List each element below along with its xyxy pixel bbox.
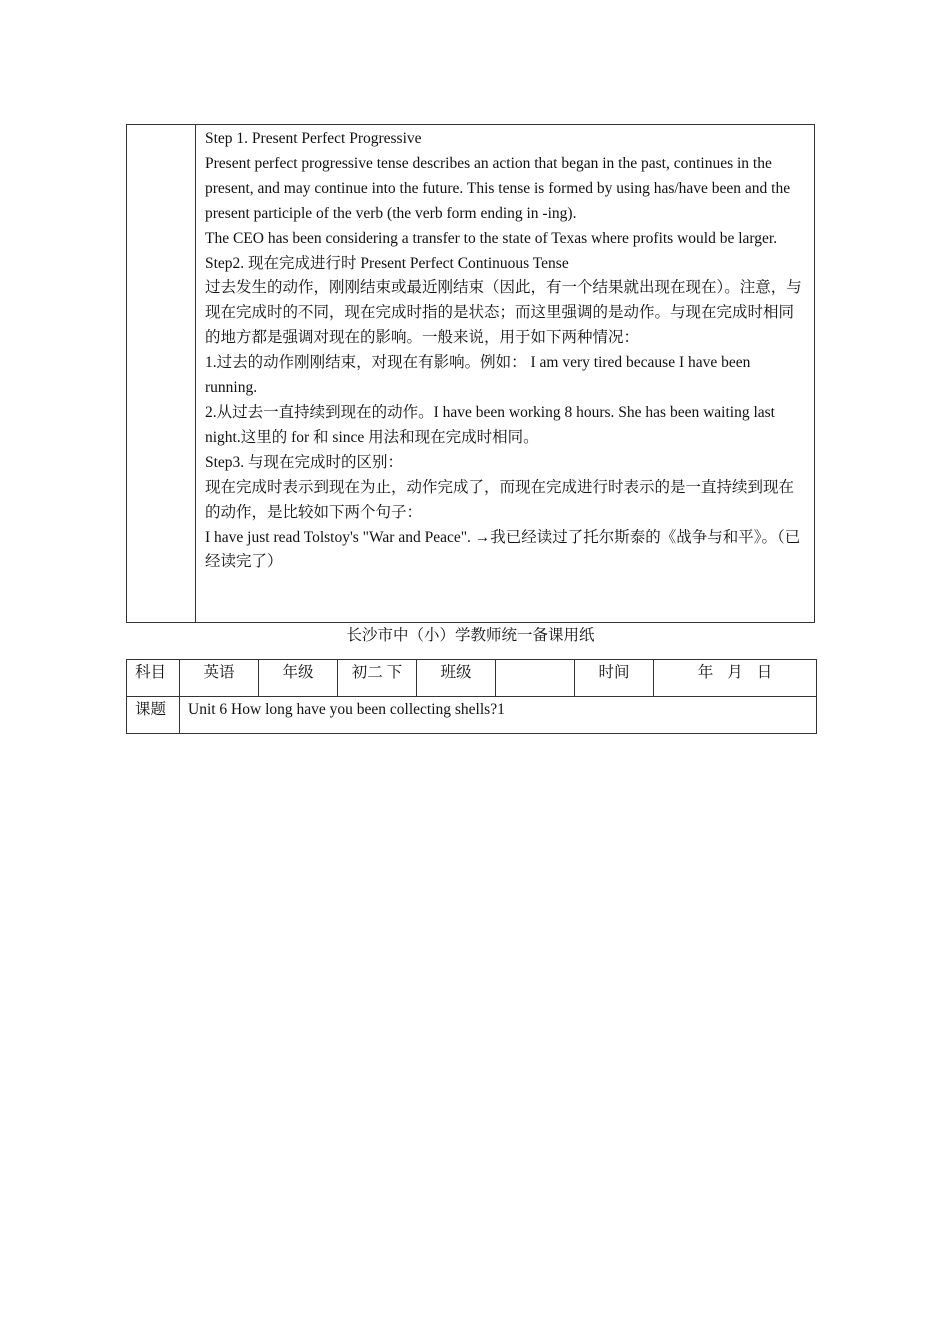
date-year: 年	[697, 664, 714, 681]
topic-row	[127, 697, 817, 734]
lesson-left-column	[127, 125, 196, 622]
step1-example: The CEO has been considering a transfer to the state of Texas where profits would be larger.	[205, 229, 778, 247]
date-month: 月	[727, 664, 743, 681]
step2-explanation: 过去发生的动作，刚刚结束或最近刚结束（因此，有一个结果就出现在现在）。注意，与现在完成时的不同，现在完成时指的是状态；而这里强调的是动作。与现在完成时相同的地方都是强调对现在的影响。一般来说，用于如下两种情况：	[205, 279, 802, 347]
step3-explanation: 现在完成时表示到现在为止，动作完成了，而现在完成进行时表示的是一直持续到现在的动作，是比较如下两个句子：	[205, 478, 795, 521]
grade-value: 初二 下	[338, 660, 417, 697]
step2-case-2: 2.从过去一直持续到现在的动作。I have been working 8 hours. She has been waiting last night.这里的 for 和 since 用法和现在完成时相同。	[205, 403, 775, 446]
subject-label: 科目	[127, 660, 180, 697]
class-label: 班级	[417, 660, 496, 697]
step3-heading: Step3. 与现在完成时的区别：	[205, 453, 404, 471]
time-label: 时间	[575, 660, 654, 697]
step2-heading: Step2. 现在完成进行时 Present Perfect Continuous Tense	[205, 254, 569, 272]
lesson-header-table	[126, 659, 817, 734]
topic-value: Unit 6 How long have you been collecting shells?1	[180, 697, 817, 734]
lesson-content	[205, 127, 805, 575]
topic-label: 课题	[127, 697, 180, 734]
grade-label: 年级	[259, 660, 338, 697]
page-caption: 长沙市中（小）学教师统一备课用纸	[346, 627, 595, 644]
step1-heading: Step 1. Present Perfect Progressive	[205, 130, 422, 147]
lesson-content-box	[126, 124, 815, 623]
date-value	[654, 660, 817, 697]
subject-value: 英语	[180, 660, 259, 697]
header-row	[127, 660, 817, 697]
step2-case-1: 1.过去的动作刚刚结束，对现在有影响。例如： I am very tired because I have been running.	[205, 354, 751, 397]
step3-example: I have just read Tolstoy's "War and Peace". →我已经读过了托尔斯泰的《战争与和平》。（已经读完了）	[205, 528, 801, 571]
step1-definition: Present perfect progressive tense describes an action that began in the past, continues in the present, and may continue into the future. This tense is formed by using has/have been and the present participle of the verb (the verb form ending in -ing).	[205, 154, 791, 222]
date-day: 日	[756, 664, 773, 681]
class-value	[496, 660, 575, 697]
